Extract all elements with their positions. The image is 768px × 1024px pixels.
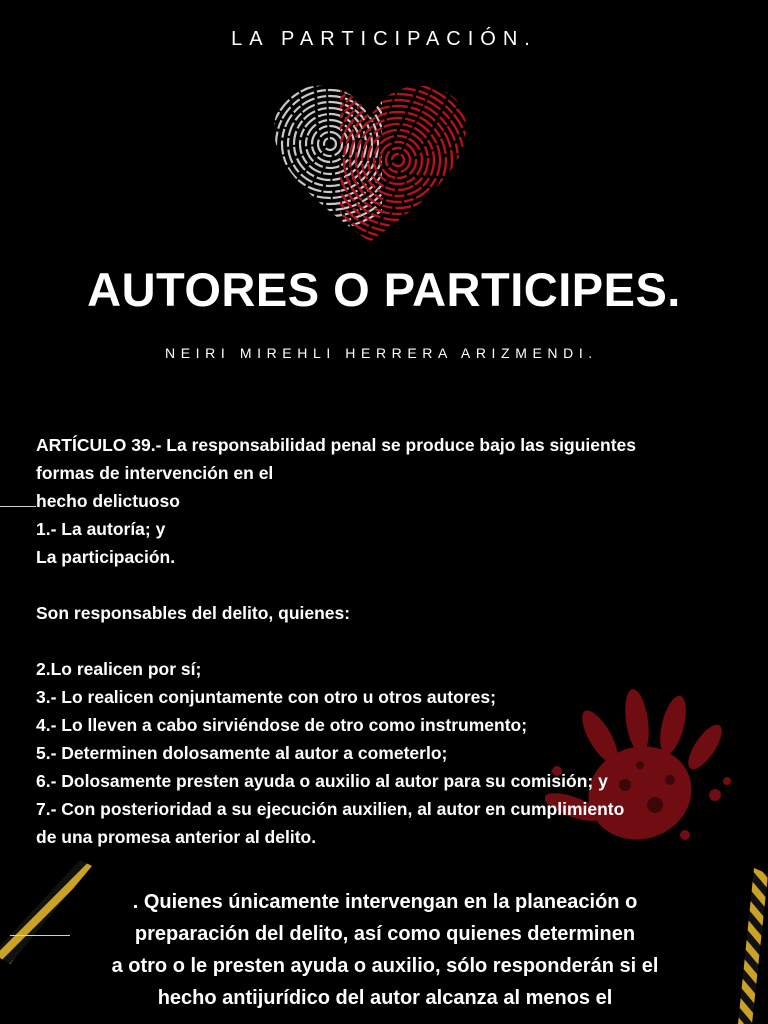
article-line: La participación. [36, 547, 176, 567]
article-line: hecho delictuoso [36, 491, 180, 511]
article-line: 5.- Determinen dolosamente al autor a cometerlo; [36, 743, 448, 763]
closing-line: preparación del delito, así como quienes determinen [134, 923, 636, 945]
spacer [36, 571, 736, 599]
article-line: de una promesa anterior al delito. [36, 827, 317, 847]
article-line: Son responsables del delito, quienes: [36, 603, 351, 623]
closing-line: hecho antijurídico del autor alcanza al menos el [157, 987, 613, 1009]
article-line: formas de intervención en el [36, 463, 274, 483]
closing-line: a otro o le presten ayuda o auxilio, sólo responderán si el [111, 955, 659, 977]
article-line: 3.- Lo realicen conjuntamente con otro u otros autores; [36, 687, 496, 707]
fingerprint-heart-icon [270, 82, 470, 247]
spacer [36, 627, 736, 655]
article-line: 7.- Con posterioridad a su ejecución auxilien, al autor en cumplimiento [36, 799, 625, 819]
author-name: NEIRI MIREHLI HERRERA ARIZMENDI. [165, 345, 598, 361]
page-title: AUTORES O PARTICIPES. [87, 263, 681, 316]
caution-tape-icon [732, 868, 768, 1024]
article-text [36, 431, 736, 851]
closing-paragraph [40, 886, 730, 1014]
article-line: 6.- Dolosamente presten ayuda o auxilio al autor para su comisión; y [36, 771, 608, 791]
article-line: 4.- Lo lleven a cabo sirviéndose de otro como instrumento; [36, 715, 528, 735]
divider-line-left [0, 506, 36, 507]
closing-line: . Quienes únicamente intervengan en la planeación o [132, 891, 638, 913]
article-line: ARTÍCULO 39.- La responsabilidad penal se produce bajo las siguientes [36, 435, 636, 455]
section-kicker: LA PARTICIPACIÓN. [231, 28, 537, 50]
article-line: 2.Lo realicen por sí; [36, 659, 202, 679]
article-line: 1.- La autoría; y [36, 519, 166, 539]
